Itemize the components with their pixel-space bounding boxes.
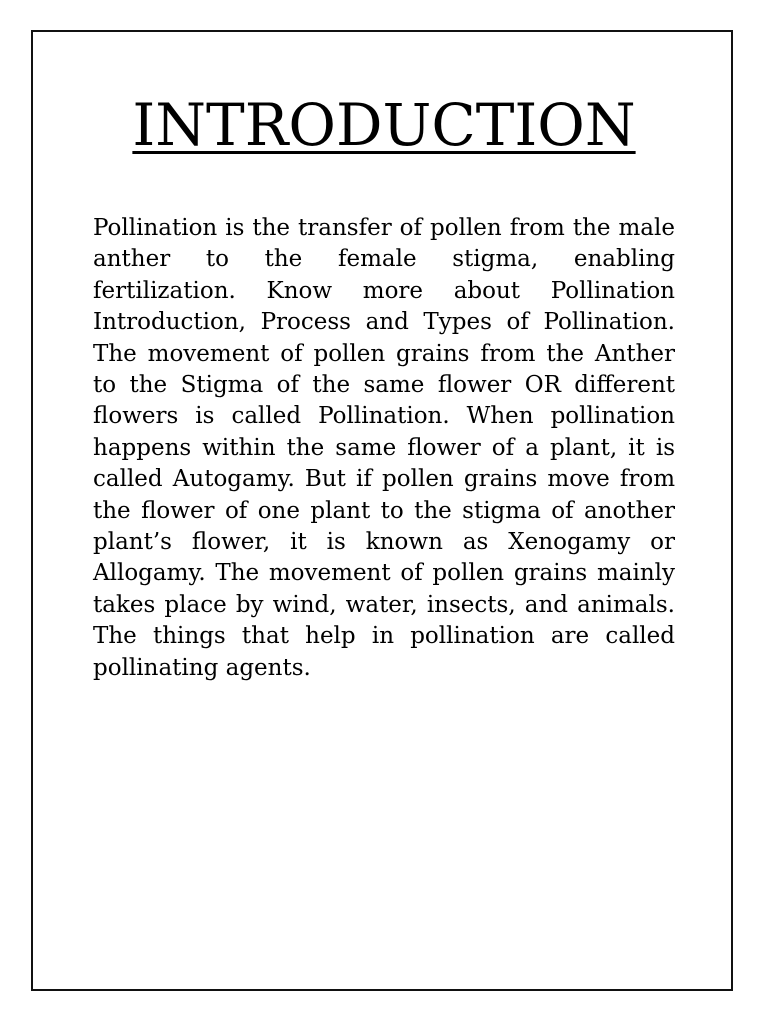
- page-title-text: INTRODUCTION: [132, 91, 636, 159]
- page-title: [0, 90, 768, 160]
- body-paragraph: Pollination is the transfer of pollen from the male anther to the female stigma, enabling fertilization. Know more about Pollination Introduction, Process and Types of Pollination. The movement of pollen grains from the Anther to the Stigma of the same flower OR different flowers is called Pollination. When pollination happens within the same flower of a plant, it is called Autogamy. But if pollen grains move from the flower of one plant to the stigma of another plant’s flower, it is known as Xenogamy or Allogamy. The movement of pollen grains mainly takes place by wind, water, insects, and animals. The things that help in pollination are called pollinating agents.: [93, 215, 675, 681]
